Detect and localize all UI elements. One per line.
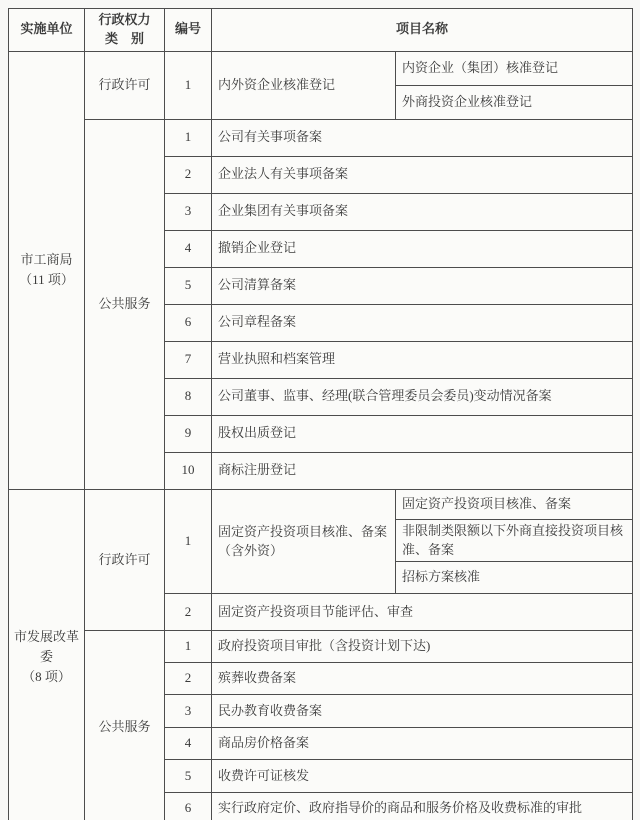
sub-project-cell: 外商投资企业核准登记 (396, 85, 633, 119)
number-cell: 2 (165, 663, 212, 695)
unit-cell-gongshang (9, 51, 85, 489)
unit-name: 市工商局 (20, 252, 73, 268)
number-cell: 3 (165, 695, 212, 728)
project-cell: 公司清算备案 (212, 267, 633, 304)
number-cell: 4 (165, 728, 212, 760)
header-project-name: 项目名称 (212, 9, 633, 52)
category-cell-service: 公共服务 (85, 631, 165, 820)
number-cell: 3 (165, 193, 212, 230)
table-row (9, 51, 633, 85)
unit-count: （8 项） (22, 669, 71, 685)
project-cell: 公司有关事项备案 (212, 119, 633, 156)
project-cell: 殡葬收费备案 (212, 663, 633, 695)
header-power-line1: 行政权力 (98, 12, 151, 27)
number-cell: 5 (165, 760, 212, 793)
number-cell: 8 (165, 378, 212, 415)
project-cell: 商品房价格备案 (212, 728, 633, 760)
number-cell: 1 (165, 119, 212, 156)
project-cell: 公司董事、监事、经理(联合管理委员会委员)变动情况备案 (212, 378, 633, 415)
number-cell: 7 (165, 341, 212, 378)
project-cell: 固定资产投资项目节能评估、审查 (212, 594, 633, 631)
number-cell: 5 (165, 267, 212, 304)
category-cell-service: 公共服务 (85, 119, 165, 489)
project-cell: 企业法人有关事项备案 (212, 156, 633, 193)
unit-count: （11 项） (19, 272, 74, 288)
table-row (9, 631, 633, 663)
project-cell: 股权出质登记 (212, 415, 633, 452)
table-row (9, 119, 633, 156)
number-cell: 10 (165, 452, 212, 489)
project-cell: 收费许可证核发 (212, 760, 633, 793)
number-cell: 2 (165, 156, 212, 193)
number-cell: 4 (165, 230, 212, 267)
project-cell: 内外资企业核准登记 (212, 51, 396, 119)
number-cell: 1 (165, 489, 212, 594)
project-name-line: （含外资） (218, 542, 284, 558)
header-power-line2: 类 别 (104, 30, 144, 46)
project-cell: 实行政府定价、政府指导价的商品和服务价格及收费标准的审批 (212, 793, 633, 820)
header-unit: 实施单位 (9, 9, 85, 52)
project-name-line: 固定资产投资项目核准、备案 (218, 523, 388, 539)
sub-project-cell: 非限制类限额以下外商直接投资项目核准、备案 (396, 519, 633, 562)
unit-cell-fagaiwei (9, 489, 85, 820)
project-cell: 民办教育收费备案 (212, 695, 633, 728)
project-cell: 政府投资项目审批（含投资计划下达) (212, 631, 633, 663)
number-cell: 9 (165, 415, 212, 452)
project-cell: 营业执照和档案管理 (212, 341, 633, 378)
category-cell-license: 行政许可 (85, 489, 165, 631)
number-cell: 1 (165, 51, 212, 119)
project-cell (212, 489, 396, 594)
unit-name: 市发展改革委 (13, 628, 79, 664)
project-cell: 企业集团有关事项备案 (212, 193, 633, 230)
number-cell: 6 (165, 793, 212, 820)
number-cell: 6 (165, 304, 212, 341)
table-row (9, 489, 633, 519)
category-cell-license: 行政许可 (85, 51, 165, 119)
administrative-power-table (8, 8, 633, 820)
sub-project-cell: 内资企业（集团）核准登记 (396, 51, 633, 85)
sub-project-cell: 固定资产投资项目核准、备案 (396, 489, 633, 519)
sub-project-cell: 招标方案核准 (396, 562, 633, 594)
header-number: 编号 (165, 9, 212, 52)
project-cell: 商标注册登记 (212, 452, 633, 489)
number-cell: 1 (165, 631, 212, 663)
project-cell: 公司章程备案 (212, 304, 633, 341)
number-cell: 2 (165, 594, 212, 631)
project-cell: 撤销企业登记 (212, 230, 633, 267)
header-power-type (85, 9, 165, 52)
table-header-row (9, 9, 633, 52)
